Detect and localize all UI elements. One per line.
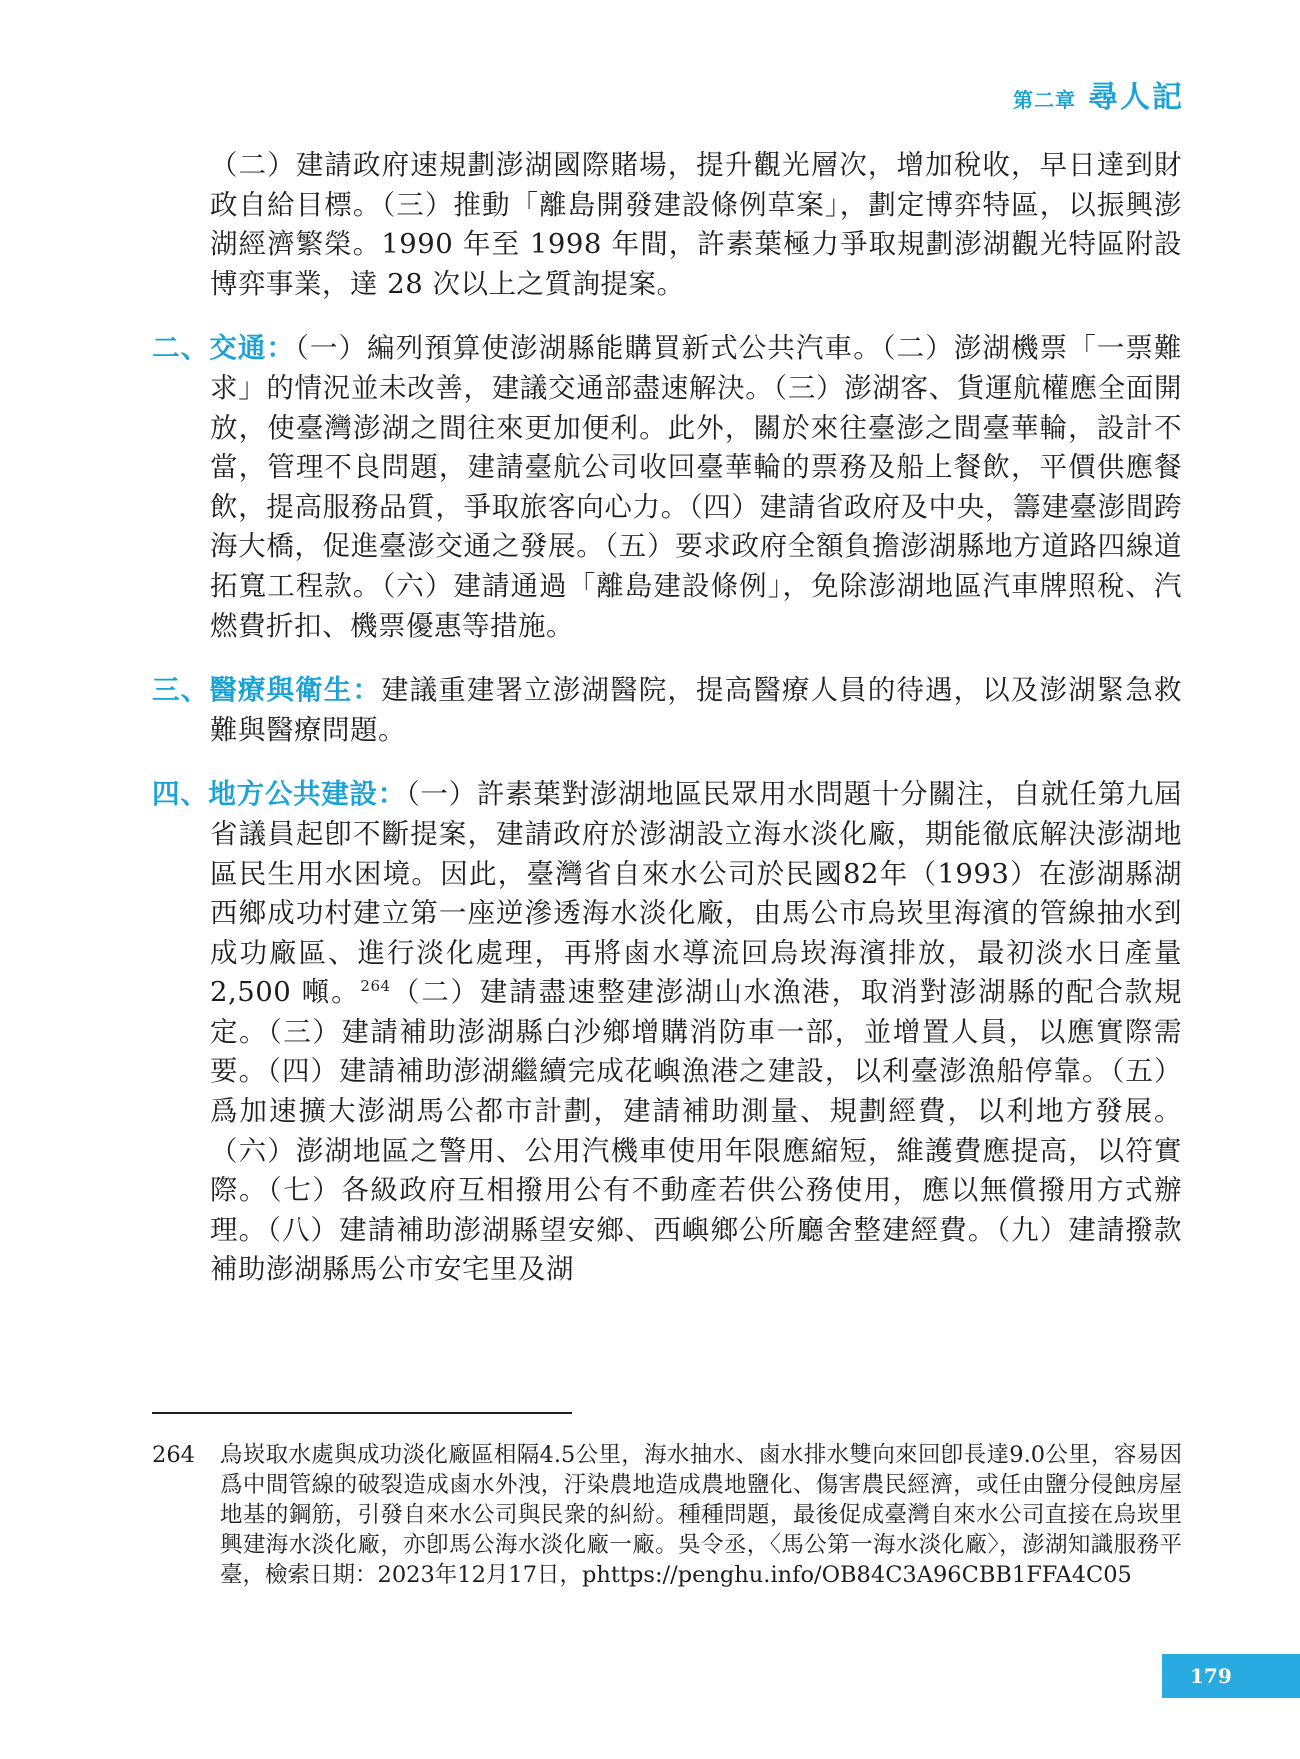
main-text [152, 146, 1182, 1290]
footnote-number: 264 [152, 1442, 195, 1468]
section-heading: 二、交通： [152, 332, 295, 365]
chapter-label: 第二章 [1013, 88, 1076, 112]
footnote [152, 1440, 1182, 1590]
section-text: （一）編列預算使澎湖縣能購買新式公共汽車。（二）澎湖機票「一票難求」的情況並未改善，建議交通部盡速解決。（三）澎湖客、貨運航權應全面開放，使臺灣澎湖之間往來更加便利。此外，關於來往臺澎之間臺華輪，設計不當，管理不良問題，建請臺航公司收回臺華輪的票務及船上餐飲，平價供應餐飲，提高服務品質，爭取旅客向心力。（四）建請省政府及中央，籌建臺澎間跨海大橋，促進臺澎交通之發展。（五）要求政府全額負擔澎湖縣地方道路四線道拓寬工程款。（六）建請通過「離島建設條例」，免除澎湖地區汽車牌照稅、汽燃費折扣、機票優惠等措施。 [210, 332, 1183, 642]
section-text: 建議重建署立澎湖醫院，提高醫療人員的待遇，以及澎湖緊急救難與醫療問題。 [210, 674, 1183, 746]
running-header [1013, 72, 1184, 116]
page-number: 179 [1190, 1664, 1232, 1688]
section-public-works [152, 775, 1182, 1290]
chapter-title: 尋人記 [1088, 80, 1184, 115]
footnote-divider [152, 1412, 572, 1414]
section-text-b: （二）建請盡速整建澎湖山水漁港，取消對澎湖縣的配合款規定。（三）建請補助澎湖縣白沙鄉增購消防車一部，並增置人員，以應實際需要。（四）建請補助澎湖繼續完成花嶼漁港之建設，以利臺澎漁船停靠。（五）爲加速擴大澎湖馬公都市計劃，建請補助測量、規劃經費，以利地方發展。（六）澎湖地區之警用、公用汽機車使用年限應縮短，維護費應提高，以符實際。（七）各級政府互相撥用公有不動產若供公務使用，應以無償撥用方式辦理。（八）建請補助澎湖縣望安鄉、西嶼鄉公所廳舍整建經費。（九）建請撥款補助澎湖縣馬公市安宅里及湖 [210, 976, 1183, 1286]
intro-paragraph: （二）建請政府速規劃澎湖國際賭場，提升觀光層次，增加稅收，早日達到財政自給目標。（三）推動「離島開發建設條例草案」，劃定博弈特區，以振興澎湖經濟繁榮。1990 年至 1998 年間，許素葉極力爭取規劃澎湖觀光特區附設博弈事業，達 28 次以上之質詢提案。 [210, 149, 1182, 300]
footnote-text: 烏崁取水處與成功淡化廠區相隔4.5公里，海水抽水、鹵水排水雙向來回卽長達9.0公里，容易因爲中間管線的破裂造成鹵水外洩，汙染農地造成農地鹽化、傷害農民經濟，或任由鹽分侵蝕房屋地基的鋼筋，引發自來水公司與民衆的糾紛。種種問題，最後促成臺灣自來水公司直接在烏崁里興建海水淡化廠，亦卽馬公海水淡化廠一廠。吳令丞，〈馬公第一海水淡化廠〉，澎湖知識服務平臺，檢索日期：2023年12月17日，phttps://penghu.info/OB84C3A96CBB1FFA4C05 [220, 1442, 1182, 1588]
footnote-reference[interactable]: 264 [360, 977, 391, 996]
section-transport [152, 329, 1182, 646]
page-number-tab [1162, 1654, 1300, 1698]
section-medical [152, 671, 1182, 750]
section-text-a: （一）許素葉對澎湖地區民眾用水問題十分關注，自就任第九屆省議員起卽不斷提案，建請政府於澎湖設立海水淡化廠，期能徹底解決澎湖地區民生用水困境。因此，臺灣省自來水公司於民國82年（1993）在澎湖縣湖西鄉成功村建立第一座逆滲透海水淡化廠，由馬公市烏崁里海濱的管線抽水到成功廠區、進行淡化處理，再將鹵水導流回烏崁海濱排放，最初淡水日產量 2,500 噸。 [210, 778, 1182, 1009]
section-heading: 三、醫療與衛生： [152, 674, 382, 707]
section-heading: 四、地方公共建設： [152, 778, 406, 811]
